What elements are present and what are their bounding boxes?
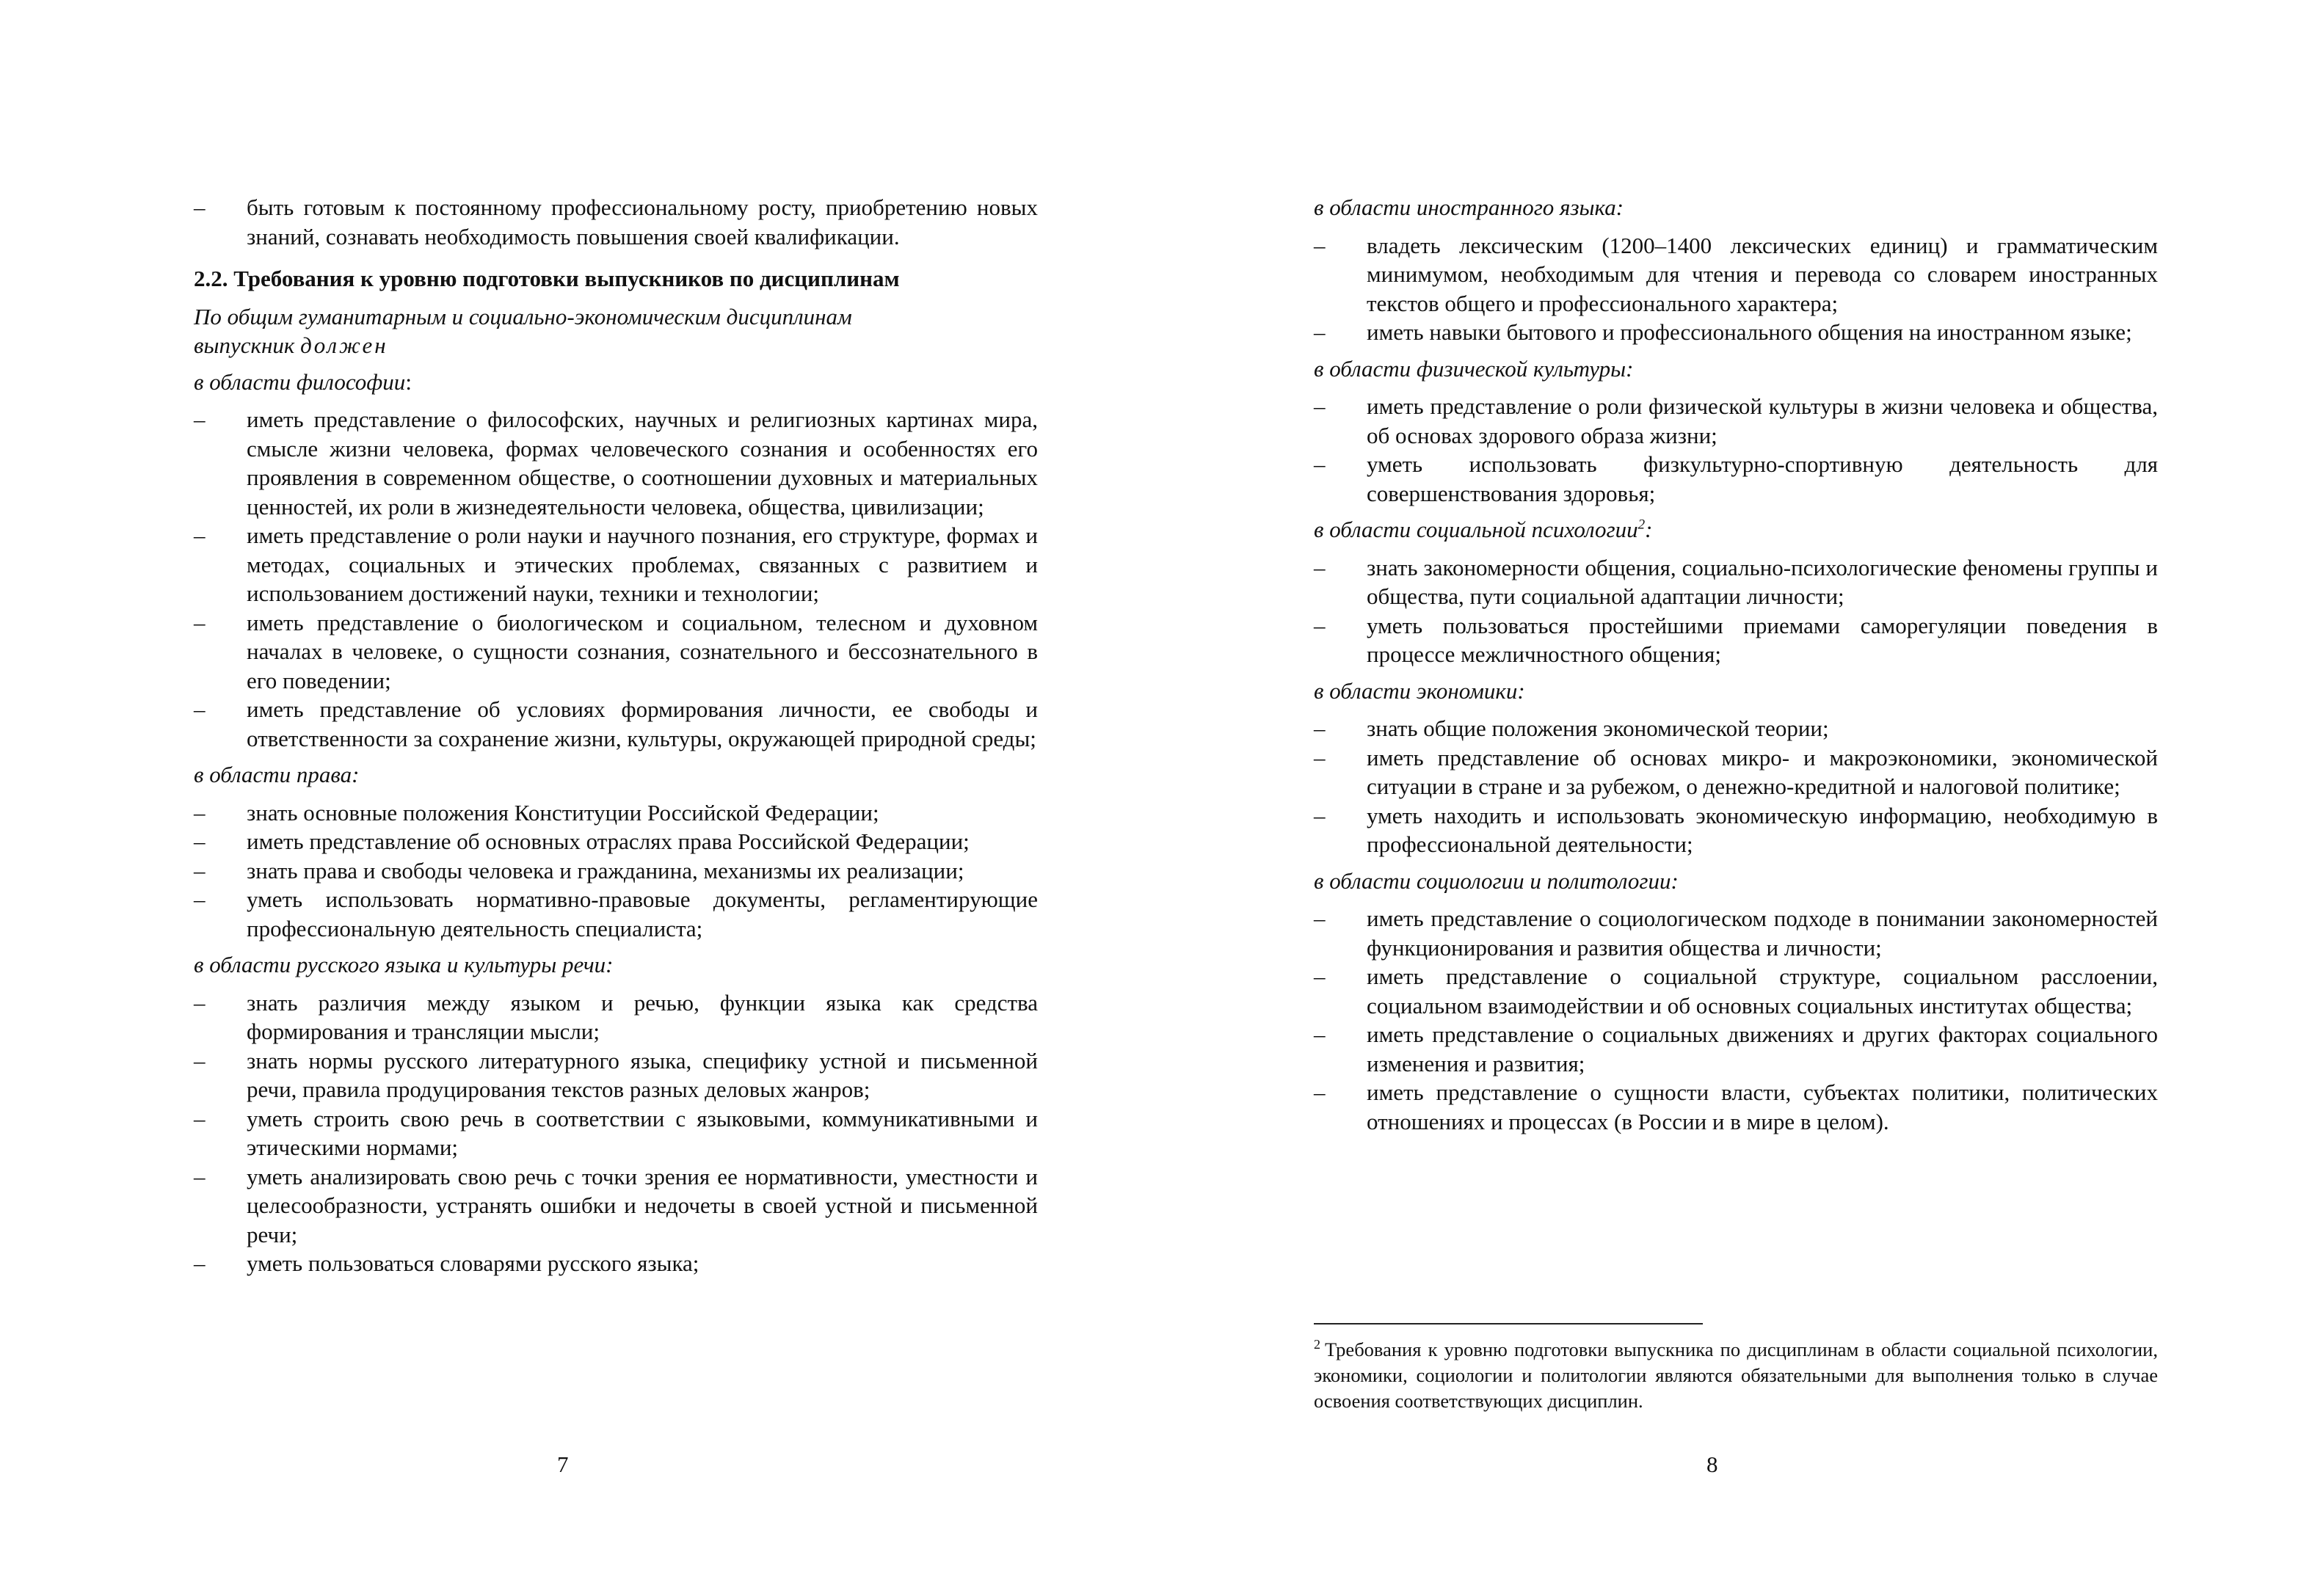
list-item — [194, 885, 1038, 943]
list-dash: – — [194, 696, 206, 722]
list-item — [1314, 231, 2158, 318]
list-item-text: иметь представление о сущности власти, субъектах политики, политических отношениях и процессах (в России и в мире в целом). — [1367, 1079, 2158, 1134]
list-item — [194, 798, 1038, 828]
subsection-title-sociology: в области социологии и политологии: — [1314, 867, 1679, 894]
list-item — [194, 856, 1038, 886]
list-dash: – — [1314, 715, 1326, 741]
subsection-title-philosophy — [194, 368, 1038, 397]
list-item — [1314, 714, 2158, 743]
footnote-divider — [1314, 1323, 1703, 1324]
footnote-reference: 2 — [1637, 517, 1646, 533]
list-item-text: иметь представление о роли физической культуры в жизни человека и общества, об основах здорового образа жизни; — [1367, 393, 2158, 448]
list-dash: – — [194, 828, 206, 854]
list-item-text: знать закономерности общения, социально-психологические феномены группы и общества, пути социальной адаптации личности; — [1367, 554, 2158, 609]
list-item-text: уметь пользоваться словарями русского языка; — [247, 1250, 699, 1276]
list-item-text: уметь использовать физкультурно-спортивную деятельность для совершенствования здоровья; — [1367, 451, 2158, 506]
right-page — [1314, 0, 2158, 1596]
list-item-text: знать нормы русского литературного языка, специфику устной и письменной речи, правила продуцирования текстов разных деловых жанров; — [247, 1047, 1038, 1102]
list-item — [1314, 392, 2158, 450]
list-dash: – — [194, 799, 206, 826]
list-item-text: иметь представление об основных отраслях права Российской Федерации; — [247, 828, 970, 854]
list-item-text: иметь представление об основах микро- и макроэкономики, экономической ситуации в стране и за рубежом, о денежно-кредитной и налоговой политике; — [1367, 744, 2158, 799]
list-item-text: иметь представление о биологическом и социальном, телесном и духовном началах в человеке, о сущности сознания, сознательного и бессознательного в его поведении; — [247, 609, 1038, 693]
subsection-title-economics: в области экономики: — [1314, 677, 1525, 704]
list-item — [194, 608, 1038, 696]
page-number: 8 — [1706, 1451, 1718, 1477]
list-dash: – — [1314, 963, 1326, 989]
list-item — [1314, 801, 2158, 859]
list-item — [1314, 450, 2158, 508]
left-page — [194, 0, 1038, 1596]
subsection-title-text: в области философии — [194, 368, 406, 395]
subsection-title-physical: в области физической культуры: — [1314, 355, 1634, 382]
list-item — [1314, 611, 2158, 669]
list-item-text: иметь навыки бытового и профессионального общения на иностранном языке; — [1367, 319, 2132, 345]
list-item-text: уметь использовать нормативно-правовые документы, регламентирующие профессиональную деятельность специалиста; — [247, 886, 1038, 941]
footnote-text: Требования к уровню подготовки выпускника по дисциплинам в области социальной психологии, экономики, социологии и политологии являются обязательными для выполнения только в случае освоения соответствующих дисциплин. — [1314, 1338, 2158, 1412]
subsection-title-colon: : — [405, 368, 412, 395]
intro-line-1: По общим гуманитарным и социально-экономическим дисциплинам — [194, 303, 852, 329]
right-page-content — [1314, 193, 2158, 1136]
list-item-text: знать общие положения экономической теории; — [1367, 715, 1829, 741]
page-number: 7 — [557, 1451, 569, 1477]
footnote-mark: 2 — [1314, 1337, 1320, 1352]
list-item — [194, 827, 1038, 856]
subsection-title-social-psychology — [1314, 515, 2158, 544]
list-item-text: уметь находить и использовать экономическую информацию, необходимую в профессиональной деятельности; — [1367, 802, 2158, 857]
list-dash: – — [194, 407, 206, 432]
list-dash: – — [194, 989, 206, 1016]
list-item — [1314, 962, 2158, 1020]
list-item-text: знать различия между языком и речью, функции языка как средства формирования и трансляции мысли; — [247, 989, 1038, 1044]
list-item-text: уметь анализировать свою речь с точки зрения ее нормативности, уместности и целесообразности, устранять ошибки и недочеты в своей устной и письменной речи; — [247, 1163, 1038, 1247]
list-item-text: иметь представление о роли науки и научного познания, его структуре, формах и методах, социальных и этических проблемах, связанных с развитием и использованием достижений науки, техники и технологии; — [247, 522, 1038, 606]
list-item — [194, 988, 1038, 1046]
list-item — [1314, 318, 2158, 347]
list-item-text: иметь представление о социальных движениях и других факторах социального изменения и развития; — [1367, 1021, 2158, 1076]
list-item-text: иметь представление об условиях формирования личности, ее свободы и ответственности за сохранение жизни, культуры, окружающей природной среды; — [247, 696, 1038, 751]
list-item — [194, 521, 1038, 608]
list-dash: – — [1314, 906, 1326, 931]
list-dash: – — [194, 522, 206, 548]
list-item — [194, 1104, 1038, 1162]
list-dash: – — [194, 857, 206, 883]
list-dash: – — [1314, 319, 1326, 345]
intro-paragraph — [194, 302, 1038, 360]
subsection-title-russian: в области русского языка и культуры речи: — [194, 952, 614, 977]
intro-line-2: выпускник — [194, 332, 295, 358]
list-item-text: быть готовым к постоянному профессиональному росту, приобретению новых знаний, сознавать необходимость повышения своей квалификации. — [247, 194, 1038, 249]
list-dash: – — [194, 1047, 206, 1074]
list-item-text: уметь пользоваться простейшими приемами саморегуляции поведения в процессе межличностного общения; — [1367, 612, 2158, 667]
list-item — [1314, 743, 2158, 801]
list-item — [194, 1162, 1038, 1250]
list-dash: – — [194, 194, 206, 220]
list-item-text: иметь представление о философских, научных и религиозных картинах мира, смысле жизни человека, формах человеческого сознания и особенностях его проявления в современном обществе, о соотношении духовных и материальных ценностей, их роли в жизнедеятельности человека, общества, цивилизации; — [247, 407, 1038, 520]
list-dash: – — [1314, 744, 1326, 770]
intro-line-2-spaced: должен — [300, 332, 388, 358]
list-dash: – — [194, 1105, 206, 1132]
list-item — [194, 193, 1038, 251]
list-dash: – — [194, 1163, 206, 1189]
list-dash: – — [194, 609, 206, 635]
list-dash: – — [194, 886, 206, 912]
list-dash: – — [1314, 1079, 1326, 1105]
section-heading: 2.2. Требования к уровню подготовки выпускников по дисциплинам — [194, 266, 900, 291]
list-item — [194, 695, 1038, 753]
list-item-text: иметь представление о социологическом подходе в понимании закономерностей функционирования и развития общества и личности; — [1367, 906, 2158, 961]
list-item-text: знать основные положения Конституции Российской Федерации; — [247, 799, 879, 826]
list-dash: – — [1314, 451, 1326, 477]
list-dash: – — [1314, 393, 1326, 419]
subsection-title-text: в области социальной психологии — [1314, 517, 1638, 542]
list-dash: – — [1314, 802, 1326, 828]
list-dash: – — [1314, 612, 1326, 638]
list-item — [1314, 1020, 2158, 1078]
list-dash: – — [194, 1250, 206, 1276]
list-item — [1314, 1078, 2158, 1136]
footnote — [1314, 1337, 2158, 1414]
left-page-content — [194, 193, 1038, 1278]
list-item — [1314, 553, 2158, 611]
list-item-text: уметь строить свою речь в соответствии с языковыми, коммуникативными и этическими нормами; — [247, 1105, 1038, 1160]
subsection-title-colon: : — [1645, 517, 1653, 542]
list-item-text: владеть лексическим (1200–1400 лексических единиц) и грамматическим минимумом, необходимым для чтения и перевода со словарем иностранных текстов общего и профессионального характера; — [1367, 232, 2158, 316]
list-item — [1314, 904, 2158, 962]
list-dash: – — [1314, 232, 1326, 258]
subsection-title-law: в области права: — [194, 762, 360, 787]
list-dash: – — [1314, 1021, 1326, 1047]
list-dash: – — [1314, 554, 1326, 580]
list-item-text: иметь представление о социальной структуре, социальном расслоении, социальном взаимодействии и об основных социальных институтах общества; — [1367, 963, 2158, 1019]
list-item — [194, 1249, 1038, 1278]
list-item — [194, 405, 1038, 521]
list-item — [194, 1046, 1038, 1104]
subsection-title-foreign: в области иностранного языка: — [1314, 194, 1624, 220]
list-item-text: знать права и свободы человека и гражданина, механизмы их реализации; — [247, 857, 964, 883]
